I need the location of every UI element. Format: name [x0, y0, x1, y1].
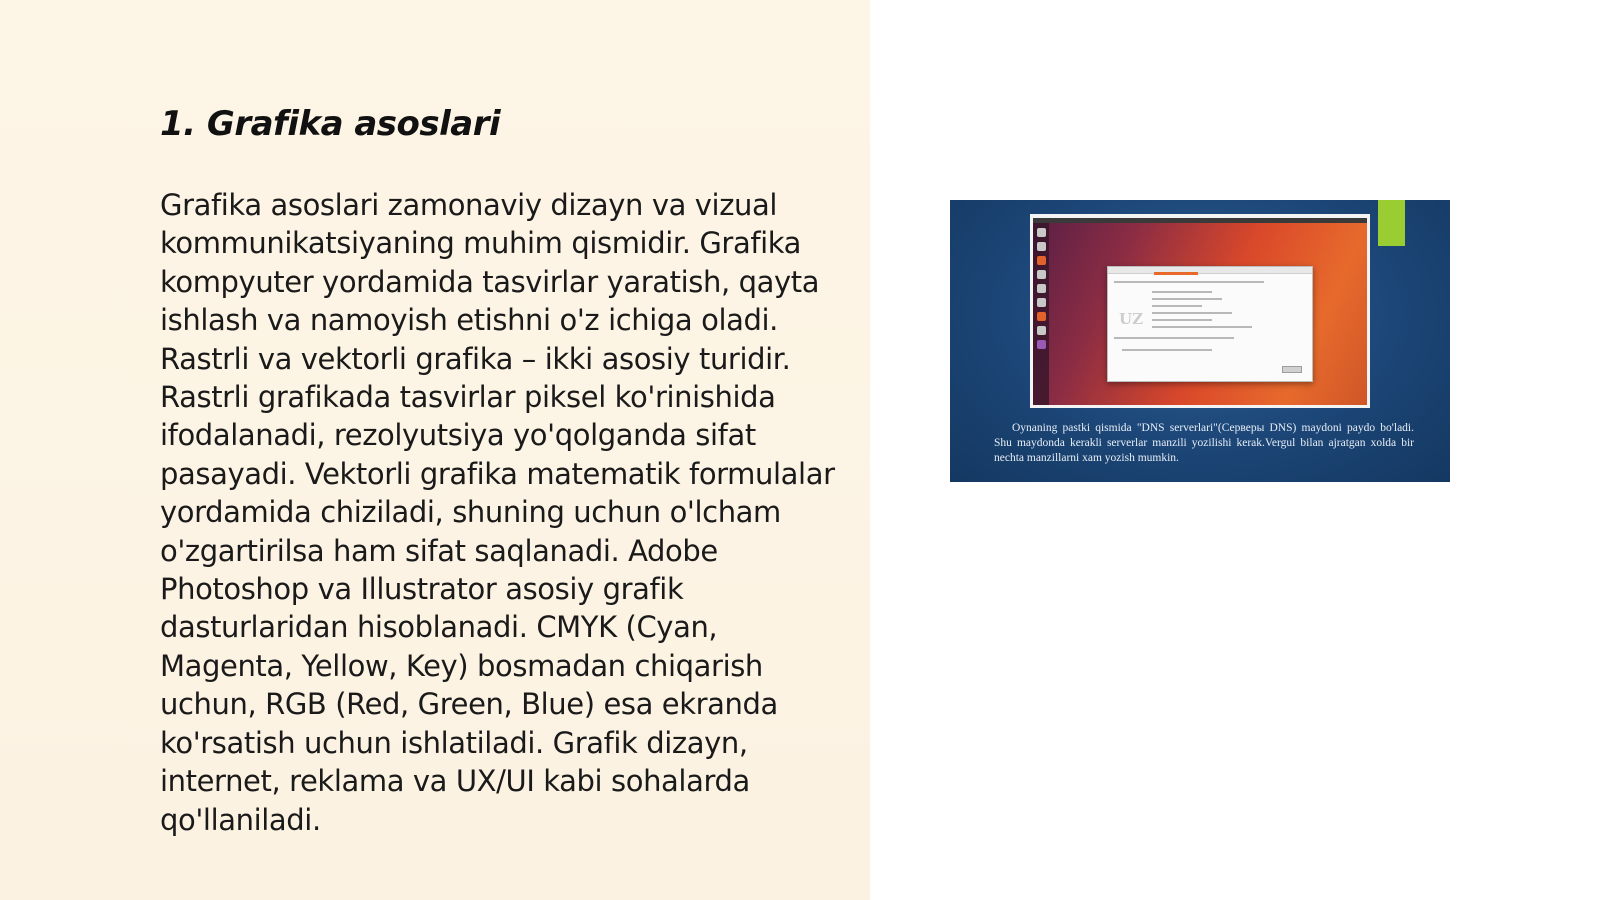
- dialog-line: [1114, 337, 1234, 339]
- dialog-title-bar: [1108, 267, 1312, 274]
- dialog-line: [1152, 291, 1212, 293]
- launcher-icon: [1037, 228, 1046, 237]
- dialog-line: [1114, 281, 1264, 283]
- dialog-line: [1152, 298, 1222, 300]
- launcher-icon: [1037, 340, 1046, 349]
- ubuntu-desktop: [1033, 218, 1367, 405]
- accent-tag: [1378, 200, 1405, 246]
- dialog-line: [1122, 349, 1212, 351]
- launcher-icon: [1037, 326, 1046, 335]
- dialog-line: [1152, 312, 1232, 314]
- dialog-line: [1152, 319, 1212, 321]
- screenshot-figure: [950, 200, 1450, 482]
- slide-body-text: Grafika asoslari zamonaviy dizayn va vizual kommunikatsiyaning muhim qismidir. Grafika kompyuter yordamida tasvirlar yaratish, qayta ishlash va namoyish etishni o'z ichiga oladi. Rastrli va vektorli grafika – ikki asosiy turidir. Rastrli grafikada tasvirlar piksel ko'rinishida ifodalanadi, rezolyutsiya yo'qolganda sifat pasayadi. Vektorli grafika matematik formulalar yordamida chiziladi, shuning uchun o'lcham o'zgartirilsa ham sifat saqlanadi. Adobe Photoshop va Illustrator asosiy grafik dasturlaridan hisoblanadi. CMYK (Cyan, Magenta, Yellow, Key) bosmadan chiqarish uchun, RGB (Red, Green, Blue) esa ekranda ko'rsatish uchun ishlatiladi. Grafik dizayn, internet, reklama va UX/UI kabi sohalarda qo'llaniladi.: [160, 188, 835, 837]
- launcher-bar: [1033, 223, 1049, 405]
- dialog-active-tab: [1154, 272, 1198, 275]
- monitor-frame: [1030, 214, 1370, 408]
- desktop-top-bar: [1033, 218, 1367, 223]
- launcher-icon: [1037, 298, 1046, 307]
- launcher-icon: [1037, 242, 1046, 251]
- launcher-icon: [1037, 312, 1046, 321]
- slide-title: 1. Grafika asoslari: [160, 104, 501, 144]
- launcher-icon: [1037, 284, 1046, 293]
- dialog-line: [1152, 326, 1252, 328]
- watermark-logo: UZ: [1119, 310, 1144, 328]
- dialog-apply-button: [1282, 366, 1302, 373]
- figure-caption: Oynaning pastki qismida "DNS serverlari"(Серверы DNS) maydoni paydo bo'ladi. Shu maydonda kerakli serverlar manzili yozilishi kerak.Vergul bilan ajratgan xolda bir nechta manzillarni xam yozish mumkin.: [994, 422, 1414, 464]
- dialog-line: [1152, 305, 1202, 307]
- launcher-icon: [1037, 256, 1046, 265]
- launcher-icon: [1037, 270, 1046, 279]
